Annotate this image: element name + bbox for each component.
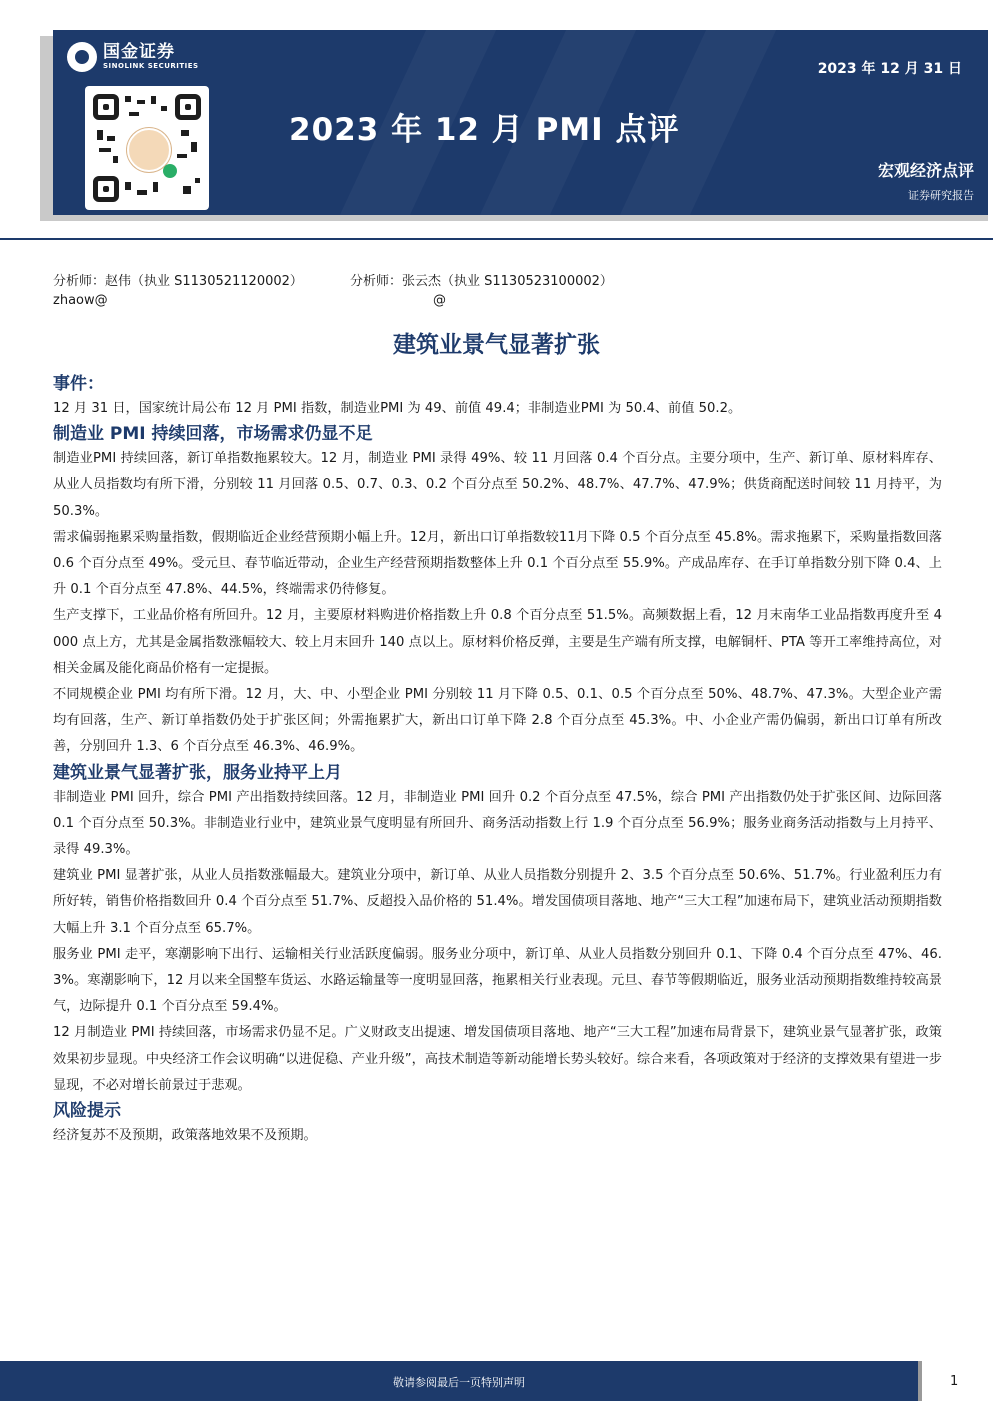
paragraph: 经济复苏不及预期，政策落地效果不及预期。 <box>53 1128 317 1144</box>
paragraph: 需求偏弱拖累采购量指数，假期临近企业经营预期小幅上升。12月，新出口订单指数较11月下降 0.5 个百分点至 45.8%。需求拖累下，采购量指数回落 0.6 个百分点至 49%。受元旦、春节临近带动，企业生产经营预期指数整体上升 0.1 个百分点至 55.9%。产成品库存、在手订单指数分别下降 0.4、上升 0.1 个百分点至 47.8%、44.5%，终端需求仍待修复。 <box>53 529 942 598</box>
section-heading-event: 事件： <box>53 374 104 394</box>
analyst-2: 分析师：张云杰（执业 S1130523100002） <box>350 274 613 289</box>
paragraph: 12 月制造业 PMI 持续回落，市场需求仍显不足。广义财政支出提速、增发国债项目落地、地产“三大工程”加速布局背景下，建筑业景气显著扩张，政策效果初步显现。中央经济工作会议明确“以进促稳、产业升级”，高技术制造等新动能增长势头较好。综合来看，各项政策对于经济的支撑效果有望进一步显现，不必对增长前景过于悲观。 <box>53 1025 942 1093</box>
paragraph: 服务业 PMI 走平，寒潮影响下出行、运输相关行业活跃度偏弱。服务业分项中，新订单、从业人员指数分别回升 0.1、下降 0.4 个百分点至 47%、46.3%。寒潮影响下，12 月以来全国整车货运、水路运输量等一度明显回落，拖累相关行业表现。元旦、春节等假期临近，服务业活动预期指数维持较高景气，边际提升 0.1 个百分点至 59.4%。 <box>53 946 942 1015</box>
report-date: 2023 年 12 月 31 日 <box>817 61 962 77</box>
report-subtitle: 证券研究报告 <box>908 189 974 202</box>
paragraph: 12 月 31 日，国家统计局公布 12 月 PMI 指数，制造业PMI 为 49、前值 49.4；非制造业PMI 为 50.4、前值 50.2。 <box>53 401 742 416</box>
footer-accent <box>918 1361 922 1401</box>
header-banner <box>53 30 988 215</box>
footer-disclaimer: 敬请参阅最后一页特别声明 <box>393 1376 525 1389</box>
section-heading-risk: 风险提示 <box>53 1101 121 1122</box>
logo-cn-text: 国金证券 <box>103 42 175 62</box>
report-type: 宏观经济点评 <box>877 161 974 180</box>
page-number: 1 <box>950 1374 959 1389</box>
analyst-2-email[interactable]: @ <box>433 293 446 308</box>
paragraph: 不同规模企业 PMI 均有所下滑。12 月，大、中、小型企业 PMI 分别较 11 月下降 0.5、0.1、0.5 个百分点至 50%、48.7%、47.3%。大型企业产需均有回落，生产、新订单指数仍处于扩张区间；外需拖累扩大，新出口订单下降 2.8 个百分点至 45.3%。中、小企业产需仍偏弱，新出口订单有所改善，分别回升 1.3、6 个百分点至 46.3%、46.9%。 <box>53 687 942 755</box>
logo-icon <box>67 42 97 72</box>
qr-code-icon <box>85 86 209 210</box>
report-title: 2023 年 12 月 PMI 点评 <box>289 112 680 148</box>
logo-en-text: SINOLINK SECURITIES <box>103 62 199 70</box>
header-divider <box>0 238 993 240</box>
report-body <box>53 372 942 1149</box>
paragraph: 非制造业 PMI 回升，综合 PMI 产出指数持续回落。12 月，非制造业 PMI 回升 0.2 个百分点至 47.5%，综合 PMI 产出指数仍处于扩张区间、边际回落 0.1 个百分点至 50.3%。非制造业行业中，建筑业景气度明显有所回升、商务活动指数上行 1.9 个百分点至 56.9%；服务业商务活动指数与上月持平、录得 49.3%。 <box>53 789 942 858</box>
paragraph: 制造业PMI 持续回落，新订单指数拖累较大。12 月，制造业 PMI 录得 49%、较 11 月回落 0.4 个百分点。主要分项中，生产、新订单、原材料库存、从业人员指数均有所下滑，分别较 11 月回落 0.5、0.7、0.3、0.2 个百分点至 50.2%、48.7%、47.7%、47.9%；供货商配送时间较 11 月持平，为 50.3%。 <box>53 451 942 519</box>
paragraph: 建筑业 PMI 显著扩张，从业人员指数涨幅最大。建筑业分项中，新订单、从业人员指数分别提升 2、3.5 个百分点至 50.6%、51.7%。行业盈利压力有所好转，销售价格指数回升 0.4 个百分点至 51.7%、反超投入品价格的 51.4%。增发国债项目落地、地产“三大工程”加速布局下，建筑业活动预期指数大幅上升 3.1 个百分点至 65.7%。 <box>53 868 942 936</box>
analyst-1-email[interactable]: zhaow@ <box>53 293 108 308</box>
company-logo <box>67 42 199 72</box>
analyst-1: 分析师：赵伟（执业 S1130521120002） <box>53 274 303 289</box>
section-heading-construction: 建筑业景气显著扩张，服务业持平上月 <box>53 762 342 783</box>
section-heading-manufacturing: 制造业 PMI 持续回落，市场需求仍显不足 <box>53 424 373 445</box>
document-headline: 建筑业景气显著扩张 <box>393 332 600 358</box>
wechat-icon <box>163 164 177 178</box>
paragraph: 生产支撑下，工业品价格有所回升。12 月，主要原材料购进价格指数上升 0.8 个百分点至 51.5%。高频数据上看，12 月末南华工业品指数再度升至 4000 点上方，尤其是金属指数涨幅较大、较上月末回升 140 点以上。原材料价格反弹，主要是生产端有所支撑，电解铜杆、PTA 等开工率维持高位，对相关金属及能化商品价格有一定提振。 <box>53 608 942 676</box>
